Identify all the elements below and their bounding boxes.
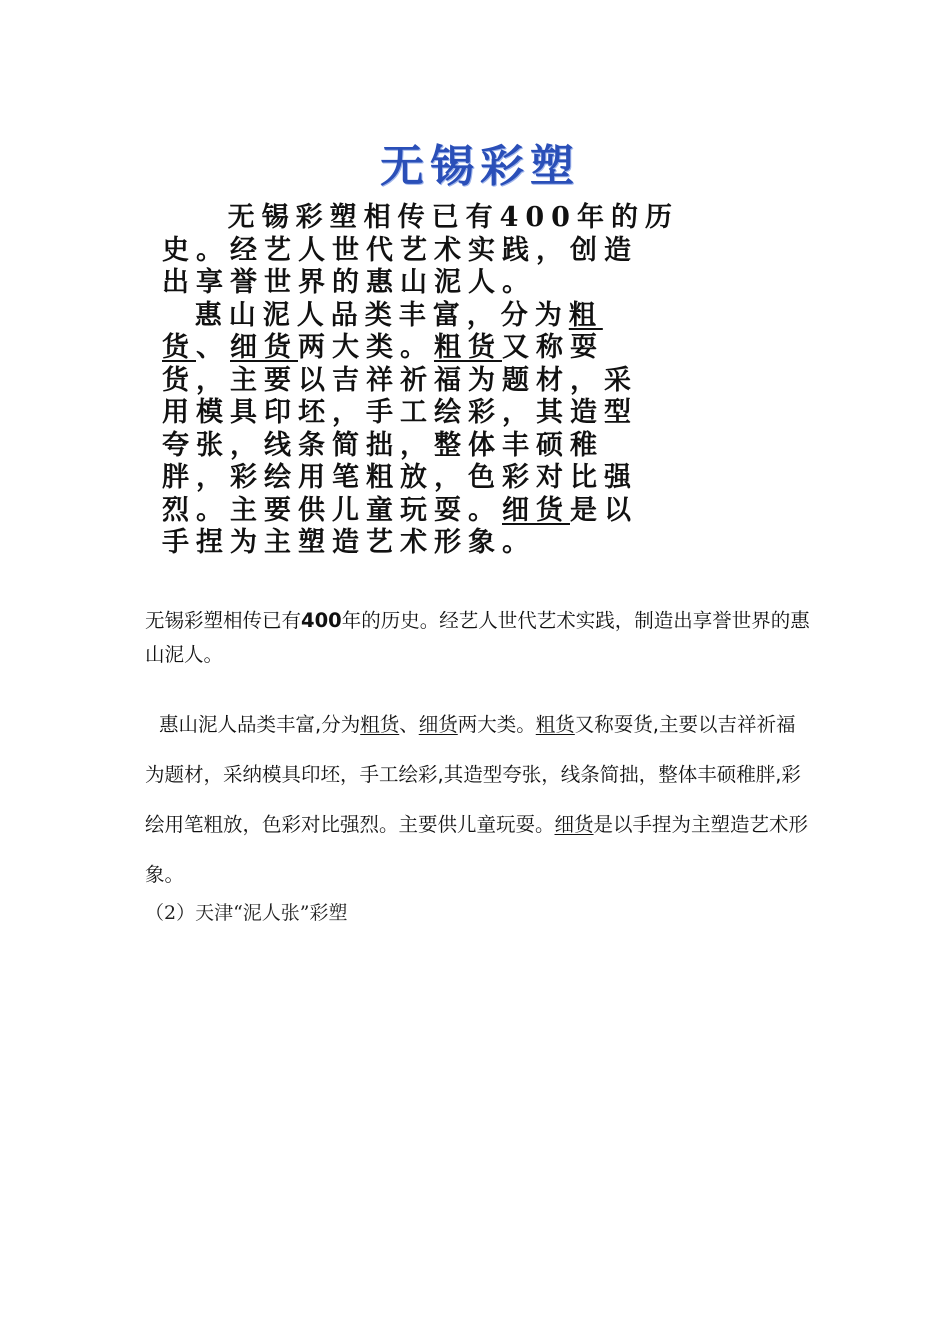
image-line-8-part-1: 夸张，线条简拙，整体丰硕稚 bbox=[162, 429, 604, 461]
link-xihuo[interactable]: 细货 bbox=[418, 713, 458, 736]
link-cuhuo[interactable]: 粗货 bbox=[360, 713, 400, 736]
image-line-5-part-4: 两大类。 bbox=[298, 332, 434, 363]
image-line-3 bbox=[162, 267, 802, 300]
image-line-9-part-1: 胖，彩绘用笔粗放，色彩对比强 bbox=[162, 462, 638, 493]
image-line-7 bbox=[162, 397, 802, 430]
image-title: 无锡彩塑 bbox=[380, 141, 580, 192]
image-line-5-part-6: 又称耍 bbox=[502, 332, 604, 363]
image-line-6 bbox=[162, 365, 802, 398]
image-line-7-part-1: 用模具印坯，手工绘彩，其造型 bbox=[162, 397, 638, 428]
image-line-6-part-1: 货，主要以吉祥祈福为题材，采 bbox=[162, 364, 638, 396]
paragraph-categories bbox=[145, 700, 810, 900]
image-line-11-part-1: 手捏为主塑造艺术形象。 bbox=[162, 527, 536, 558]
image-line-9 bbox=[162, 462, 802, 495]
image-line-10 bbox=[162, 495, 802, 528]
image-line-8 bbox=[162, 430, 802, 463]
image-line-4 bbox=[162, 300, 802, 333]
section-heading-tianjin: （2）天津“泥人张”彩塑 bbox=[145, 902, 348, 924]
image-line-10-part-3: 是以 bbox=[570, 494, 638, 526]
image-line-2-part-1: 史。经艺人世代艺术实践，创造 bbox=[162, 234, 638, 266]
image-line-3-part-1: 出享誉世界的惠山泥人。 bbox=[162, 267, 536, 298]
image-line-5-part-3: 细货 bbox=[230, 332, 298, 363]
intro-number: 400 bbox=[301, 609, 342, 632]
image-line-10-part-1: 烈。主要供儿童玩耍。 bbox=[162, 494, 502, 526]
intro-text-b: 年的历史。经艺人世代艺术实践，制造出享誉世界的惠山泥人。 bbox=[145, 609, 810, 666]
image-line-2 bbox=[162, 235, 802, 268]
cat-text-4: 又称耍货,主要以吉祥祈福为题材，采纳模具印坯，手工绘彩,其造型夸张，线条简拙，整体丰硕稚胖,彩绘用笔粗放，色彩对比强烈。主要供儿童玩耍。 bbox=[145, 713, 801, 836]
cat-text-2: 、 bbox=[399, 713, 419, 736]
cat-text-1: 惠山泥人品类丰富,分为 bbox=[159, 713, 361, 736]
image-text-block bbox=[162, 202, 802, 560]
image-line-5 bbox=[162, 332, 802, 365]
paragraph-intro bbox=[145, 604, 810, 672]
cat-text-3: 两大类。 bbox=[457, 713, 536, 736]
image-line-1-part-1: 无锡彩塑相传已有400年的历 bbox=[162, 202, 679, 233]
image-line-4-part-1: 惠山泥人品类丰富，分为 bbox=[162, 299, 569, 331]
image-line-5-part-2: 、 bbox=[196, 332, 230, 363]
image-line-5-part-1: 货 bbox=[162, 332, 196, 363]
cat-text-5: 是以手捏为主塑造艺术形象。 bbox=[145, 813, 809, 886]
image-line-10-part-2: 细货 bbox=[502, 494, 570, 526]
image-line-11 bbox=[162, 527, 802, 560]
image-line-1 bbox=[162, 202, 802, 235]
image-line-5-part-5: 粗货 bbox=[434, 332, 502, 363]
link-cuhuo-2[interactable]: 粗货 bbox=[535, 713, 575, 736]
intro-text-a: 无锡彩塑相传已有 bbox=[145, 609, 302, 632]
link-xihuo-2[interactable]: 细货 bbox=[554, 813, 594, 836]
image-line-4-part-2: 粗 bbox=[568, 299, 603, 331]
calligraphy-image bbox=[150, 110, 810, 570]
